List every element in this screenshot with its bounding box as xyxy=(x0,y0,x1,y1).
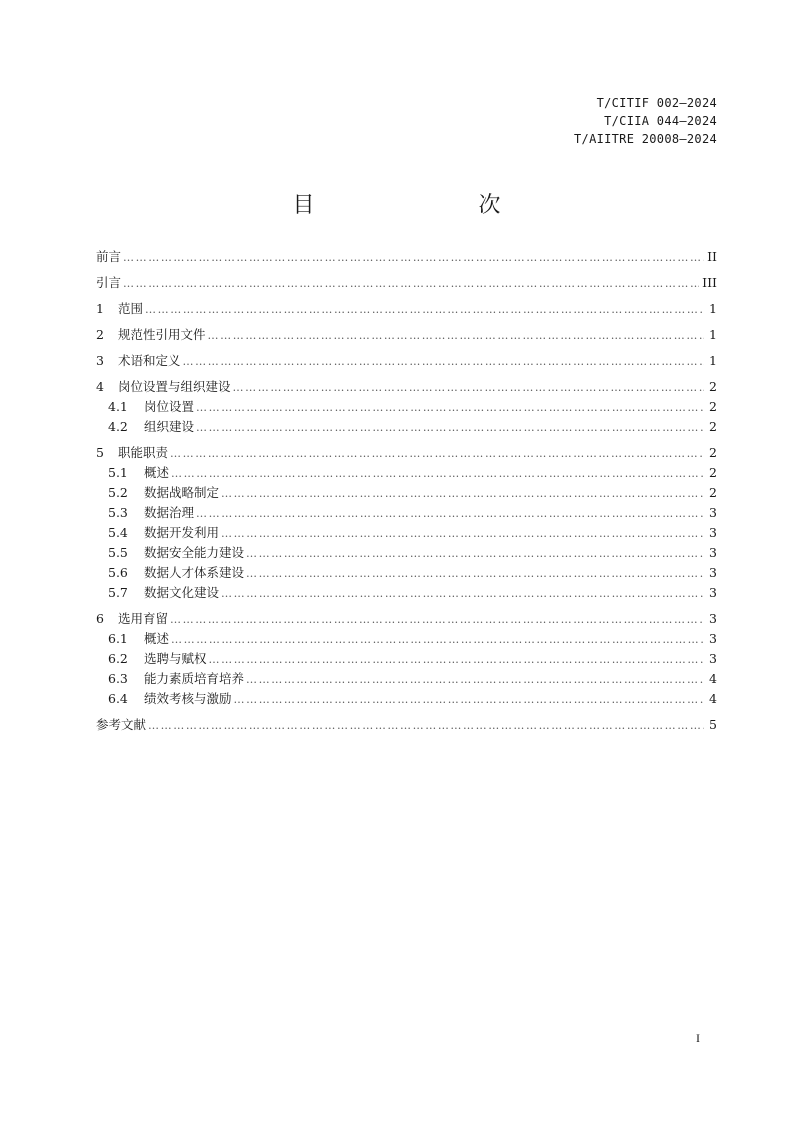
standard-code-1: T/CITIF 002—2024 xyxy=(596,96,717,110)
toc-entry-page: 4 xyxy=(709,691,717,706)
toc-entry[interactable] xyxy=(96,397,717,417)
toc-entry-number: 5.7 xyxy=(108,585,128,600)
toc-entry-label: 数据人才体系建设 xyxy=(144,565,245,580)
toc-entry-number: 5.6 xyxy=(108,565,128,580)
table-of-contents xyxy=(96,247,717,735)
toc-entry[interactable] xyxy=(96,629,717,649)
toc-entry-label: 引言 xyxy=(96,275,122,290)
toc-entry-page: III xyxy=(702,275,717,290)
toc-entry-number: 5.4 xyxy=(108,525,128,540)
toc-entry-number: 3 xyxy=(96,353,104,368)
toc-entry-number: 5.5 xyxy=(108,545,128,560)
toc-entry[interactable] xyxy=(96,273,717,293)
toc-entry-page: 2 xyxy=(709,445,717,460)
toc-entry[interactable] xyxy=(96,523,717,543)
toc-entry[interactable] xyxy=(96,503,717,523)
toc-entry-label: 概述 xyxy=(144,465,170,480)
toc-entry[interactable] xyxy=(96,299,717,319)
dot-leader xyxy=(170,444,704,464)
toc-entry[interactable] xyxy=(96,563,717,583)
toc-entry-label: 数据开发利用 xyxy=(144,525,220,540)
toc-entry[interactable] xyxy=(96,483,717,503)
toc-entry-page: 5 xyxy=(709,717,717,732)
toc-entry-page: 4 xyxy=(709,671,717,686)
dot-leader xyxy=(183,352,704,372)
toc-entry-label: 数据安全能力建设 xyxy=(144,545,245,560)
standard-code-2: T/CIIA 044—2024 xyxy=(604,114,717,128)
toc-entry-number: 4.2 xyxy=(108,419,128,434)
toc-entry-number: 6 xyxy=(96,611,104,626)
toc-entry-label: 规范性引用文件 xyxy=(118,327,206,342)
toc-entry[interactable] xyxy=(96,715,717,735)
dot-leader xyxy=(196,504,704,524)
toc-entry-page: 1 xyxy=(709,327,717,342)
standard-code-3: T/AIITRE 20008—2024 xyxy=(574,132,717,146)
dot-leader xyxy=(148,716,704,736)
toc-entry-label: 岗位设置 xyxy=(144,399,195,414)
toc-entry-label: 术语和定义 xyxy=(118,353,181,368)
toc-entry-page: 3 xyxy=(709,611,717,626)
toc-entry[interactable] xyxy=(96,443,717,463)
toc-entry-number: 6.3 xyxy=(108,671,128,686)
dot-leader xyxy=(233,378,704,398)
dot-leader xyxy=(196,418,704,438)
page-title: 目 次 xyxy=(292,193,541,218)
toc-entry[interactable] xyxy=(96,649,717,669)
toc-entry-label: 前言 xyxy=(96,249,122,264)
dot-leader xyxy=(196,398,704,418)
standard-codes xyxy=(574,94,717,148)
dot-leader xyxy=(171,630,704,650)
toc-entry-label: 概述 xyxy=(144,631,170,646)
toc-entry-label: 数据治理 xyxy=(144,505,195,520)
dot-leader xyxy=(234,690,704,710)
dot-leader xyxy=(123,248,704,268)
toc-entry-label: 职能职责 xyxy=(118,445,169,460)
dot-leader xyxy=(221,584,704,604)
toc-entry[interactable] xyxy=(96,463,717,483)
toc-entry-number: 5 xyxy=(96,445,104,460)
toc-entry[interactable] xyxy=(96,583,717,603)
toc-entry-page: 2 xyxy=(709,399,717,414)
toc-entry[interactable] xyxy=(96,417,717,437)
toc-entry[interactable] xyxy=(96,377,717,397)
toc-entry-page: 2 xyxy=(709,465,717,480)
dot-leader xyxy=(246,670,704,690)
toc-entry-label: 绩效考核与激励 xyxy=(144,691,232,706)
toc-entry[interactable] xyxy=(96,609,717,629)
dot-leader xyxy=(209,650,704,670)
toc-entry-label: 选用育留 xyxy=(118,611,169,626)
toc-entry-page: II xyxy=(707,249,717,264)
dot-leader xyxy=(221,484,704,504)
toc-entry-label: 岗位设置与组织建设 xyxy=(118,379,231,394)
dot-leader xyxy=(145,300,704,320)
dot-leader xyxy=(246,544,704,564)
toc-entry-page: 2 xyxy=(709,419,717,434)
toc-entry-label: 选聘与赋权 xyxy=(144,651,207,666)
toc-entry[interactable] xyxy=(96,325,717,345)
dot-leader xyxy=(171,464,704,484)
dot-leader xyxy=(246,564,704,584)
toc-entry-number: 5.1 xyxy=(108,465,128,480)
toc-entry[interactable] xyxy=(96,689,717,709)
toc-entry[interactable] xyxy=(96,351,717,371)
toc-entry-page: 3 xyxy=(709,545,717,560)
toc-entry-number: 6.1 xyxy=(108,631,128,646)
toc-entry-number: 6.4 xyxy=(108,691,128,706)
toc-entry-page: 2 xyxy=(709,379,717,394)
dot-leader xyxy=(208,326,704,346)
toc-entry-number: 5.2 xyxy=(108,485,128,500)
toc-entry-number: 1 xyxy=(96,301,104,316)
toc-entry-page: 3 xyxy=(709,651,717,666)
dot-leader xyxy=(170,610,704,630)
toc-entry[interactable] xyxy=(96,247,717,267)
toc-entry-label: 数据文化建设 xyxy=(144,585,220,600)
toc-entry-label: 能力素质培育培养 xyxy=(144,671,245,686)
toc-entry-page: 3 xyxy=(709,585,717,600)
toc-entry[interactable] xyxy=(96,543,717,563)
toc-entry-page: 3 xyxy=(709,565,717,580)
toc-entry-label: 数据战略制定 xyxy=(144,485,220,500)
toc-entry-page: 3 xyxy=(709,505,717,520)
toc-entry-page: 1 xyxy=(709,301,717,316)
toc-entry-number: 2 xyxy=(96,327,104,342)
page-number: I xyxy=(696,1031,700,1045)
toc-entry[interactable] xyxy=(96,669,717,689)
toc-entry-number: 5.3 xyxy=(108,505,128,520)
dot-leader xyxy=(221,524,704,544)
toc-entry-page: 3 xyxy=(709,631,717,646)
toc-entry-label: 参考文献 xyxy=(96,717,147,732)
toc-entry-page: 1 xyxy=(709,353,717,368)
toc-entry-number: 4.1 xyxy=(108,399,128,414)
dot-leader xyxy=(123,274,699,294)
toc-entry-number: 4 xyxy=(96,379,104,394)
toc-entry-label: 组织建设 xyxy=(144,419,195,434)
toc-entry-page: 2 xyxy=(709,485,717,500)
toc-entry-label: 范围 xyxy=(118,301,144,316)
toc-entry-page: 3 xyxy=(709,525,717,540)
toc-entry-number: 6.2 xyxy=(108,651,128,666)
